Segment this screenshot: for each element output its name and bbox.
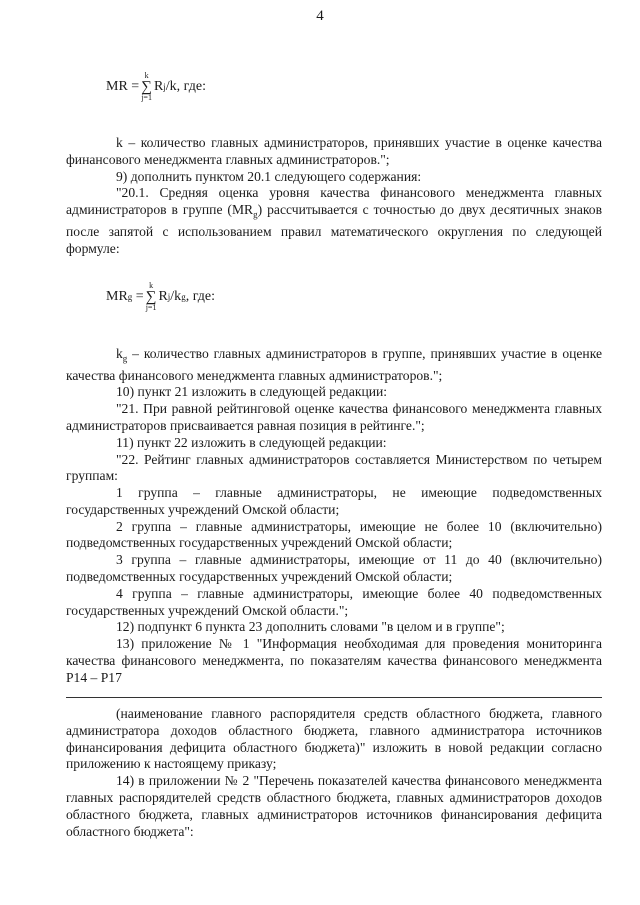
paragraph-item-9: 9) дополнить пунктом 20.1 следующего содержания: [116,168,422,184]
paragraph-group-4: 4 группа – главные администраторы, имеющие более 40 подведомственных государственных учреждений Омской области."; [66,585,602,618]
paragraph-22: "22. Рейтинг главных администраторов составляется Министерством по четырем группам: [66,451,602,484]
formula-rest: /k, где: [165,79,206,94]
text-block-1 [66,135,602,257]
sum-symbol: k ∑ j=1 [145,281,157,312]
text-block-3 [66,706,602,840]
paragraph-name-caption: (наименование главного распорядителя средств областного бюджета, главного администратора доходов областного бюджета, главного администратора источников финансирования дефицита областного бюджета)" изложить в новой редакции согласно приложению к настоящему приказу; [66,706,602,772]
paragraph-group-3: 3 группа – главные администраторы, имеющие от 11 до 40 (включительно) подведомственных государственных учреждений Омской области; [66,552,602,585]
formula-mrg: MR g = k ∑ j=1 R j /k g , где: [106,281,215,312]
paragraph-item-11: 11) пункт 22 изложить в следующей редакции: [116,434,387,450]
paragraph-21: "21. При равной рейтинговой оценке качества финансового менеджмента главных администраторов присваивается равная позиция в рейтинге."; [66,401,602,433]
paragraph-group-1: 1 группа – главные администраторы, не имеющие подведомственных государственных учреждений Омской области; [66,485,602,517]
formula-term: R [153,79,164,94]
paragraph-20-1: "20.1. Средняя оценка уровня качества финансового менеджмента главных администраторов в группе $(MR_g)$ рассчитывается с точностью до двух десятичных знаков после запятой с использованием правил математического округления по следующей формуле: [66,185,602,256]
paragraph-item-10: 10) пункт 21 изложить в следующей редакции: [116,384,388,400]
formula-mr: MR = k ∑ j=1 R j /k, где: [106,71,206,102]
paragraph-kg-definition: $k_g$ – количество главных администраторов в группе, принявших участие в оценке качества финансового менеджмента главных администраторов."; [66,346,602,383]
text-block-2 [66,346,602,687]
blank-line-rule [66,697,602,698]
formula-eq: = [131,79,140,94]
paragraph-item-12: 12) подпункт 6 пункта 23 дополнить словами "в целом и в группе"; [116,619,505,635]
sum-symbol: k ∑ j=1 [141,71,152,102]
formula-lhs: MR [106,79,128,94]
paragraph-item-14: 14) в приложении № 2 "Перечень показателей качества финансового менеджмента главных распорядителей средств областного бюджета, главных администраторов доходов областного бюджета, главных администраторов источников финансирования дефицита областного бюджета": [66,773,602,839]
paragraph-k-definition: k – количество главных администраторов, принявших участие в оценке качества финансового менеджмента главных администраторов."; [66,135,602,167]
page-number: 4 [316,8,324,24]
paragraph-item-13: 13) приложение № 1 "Информация необходимая для проведения мониторинга качества финансового менеджмента, по показателям качества финансового менеджмента Р14 – Р17 [66,636,602,685]
paragraph-group-2: 2 группа – главные администраторы, имеющие не более 10 (включительно) подведомственных государственных учреждений Омской области; [66,518,602,551]
